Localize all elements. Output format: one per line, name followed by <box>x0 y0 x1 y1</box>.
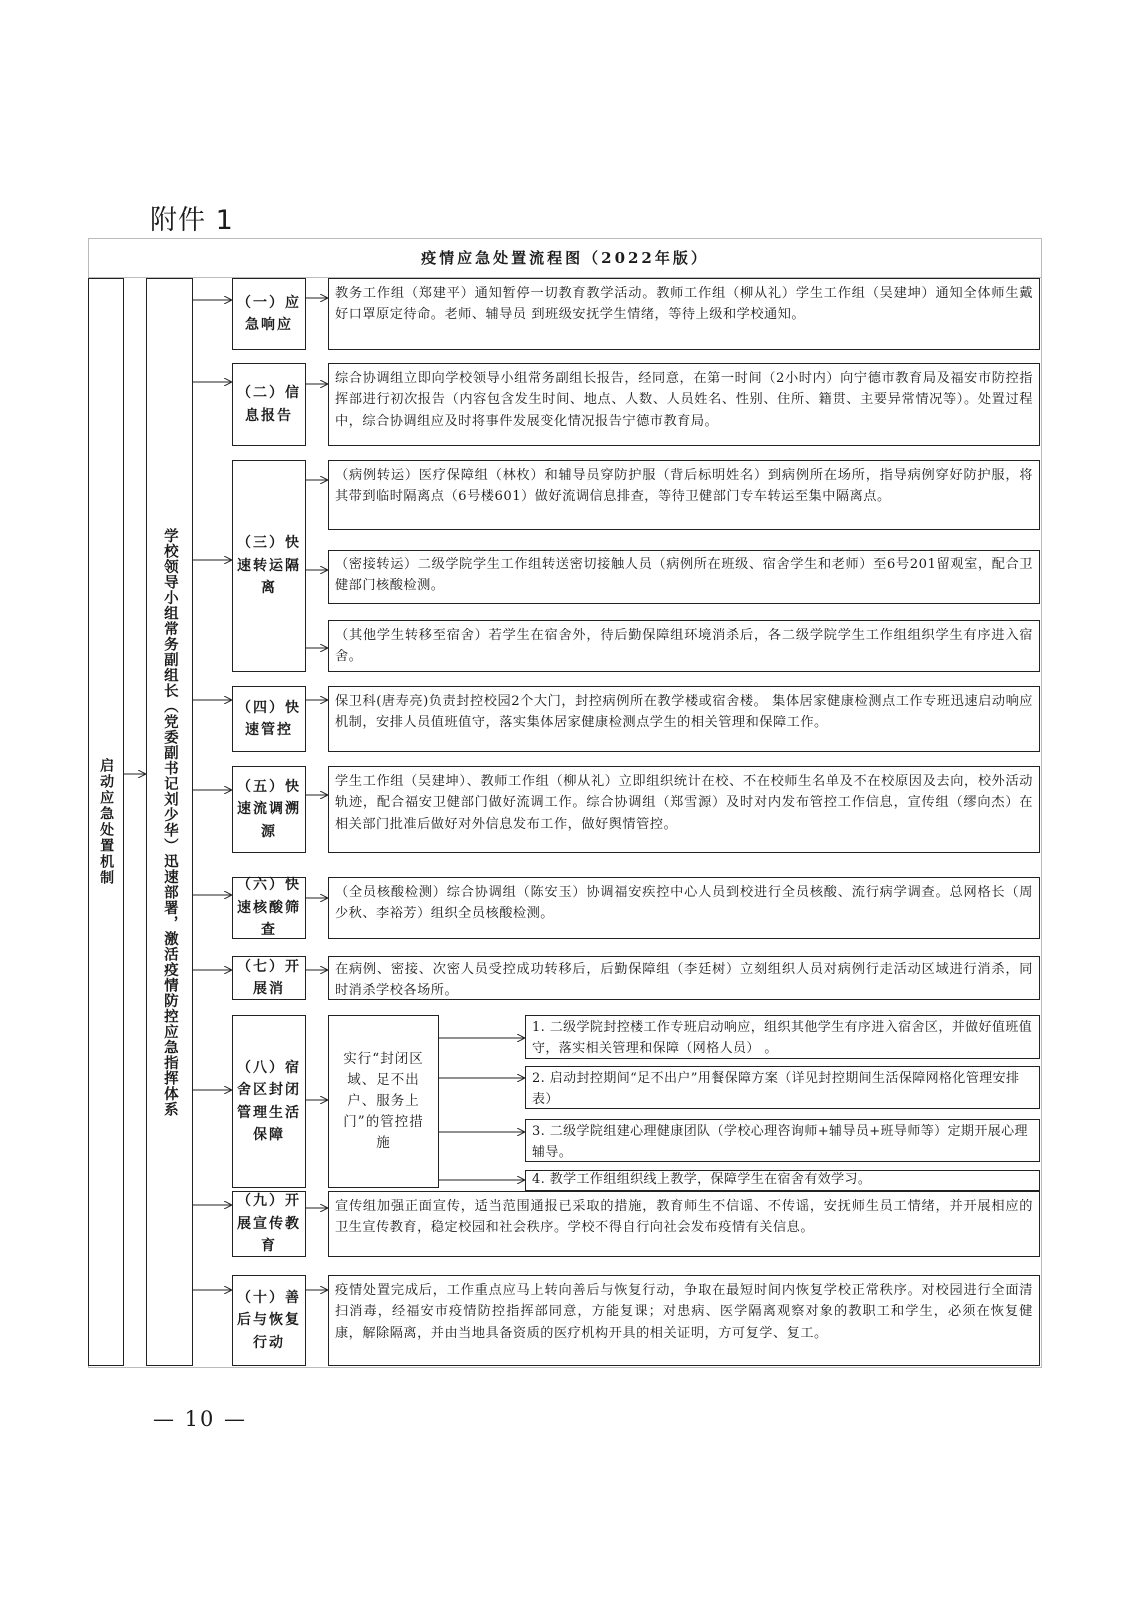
step-6-label: （六）快速核酸筛查 <box>232 877 306 939</box>
step-1-detail: 教务工作组（郑建平）通知暂停一切教育教学活动。教师工作组（柳从礼）学生工作组（吴建坤）通知全体师生戴好口罩原定待命。老师、辅导员 到班级安抚学生情绪，等待上级和学校通知。 <box>328 278 1040 350</box>
step-5-label: （五）快速流调溯源 <box>232 766 306 853</box>
step-8-sub-4: 4. 教学工作组组织线上教学，保障学生在宿舍有效学习。 <box>525 1170 1040 1191</box>
step-3-detail-3: （其他学生转移至宿舍）若学生在宿舍外，待后勤保障组环境消杀后，各二级学院学生工作组组织学生有序进入宿舍。 <box>328 620 1040 672</box>
step-3-label: （三）快速转运隔离 <box>232 460 306 672</box>
step-8-sub-2: 2. 启动封控期间“足不出户”用餐保障方案（详见封控期间生活保障网格化管理安排表） <box>525 1066 1040 1109</box>
step-4-label: （四）快速管控 <box>232 686 306 752</box>
step-3-detail-2: （密接转运）二级学院学生工作组转送密切接触人员（病例所在班级、宿舍学生和老师）至6号201留观室，配合卫健部门核酸检测。 <box>328 550 1040 604</box>
step-7-detail: 在病例、密接、次密人员受控成功转移后，后勤保障组（李廷树）立刻组织人员对病例行走活动区域进行消杀，同时消杀学校各场所。 <box>328 956 1040 1000</box>
step-2-label: （二）信息报告 <box>232 363 306 446</box>
step-1-label: （一）应急响应 <box>232 278 306 350</box>
step-9-detail: 宣传组加强正面宣传，适当范围通报已采取的措施，教育师生不信谣、不传谣，安抚师生员工情绪，并开展相应的卫生宣传教育，稳定校园和社会秩序。学校不得自行向社会发布疫情有关信息。 <box>328 1191 1040 1257</box>
commander-node-label: 学校领导小组常务副组长（党委副书记刘少华）迅速部署，激活疫情防控应急指挥体系 <box>161 527 179 1117</box>
step-5-detail: 学生工作组（吴建坤）、教师工作组（柳从礼）立即组织统计在校、不在校师生名单及不在校原因及去向，校外活动轨迹，配合福安卫健部门做好流调工作。综合协调组（郑雪源）及时对内发布管控工作信息，宣传组（缪向杰）在相关部门批准后做好对外信息发布工作，做好舆情管控。 <box>328 766 1040 853</box>
step-4-detail: 保卫科(唐寿亮)负责封控校园2个大门，封控病例所在教学楼或宿舍楼。 集体居家健康检测点工作专班迅速启动响应机制，安排人员值班值守，落实集体居家健康检测点学生的相关管理和保障工作。 <box>328 686 1040 752</box>
step-10-detail: 疫情处置完成后，工作重点应马上转向善后与恢复行动，争取在最短时间内恢复学校正常秩序。对校园进行全面清扫消毒，经福安市疫情防控指挥部同意，方能复课；对患病、医学隔离观察对象的教职工和学生，必须在恢复健康，解除隔离，并由当地具备资质的医疗机构开具的相关证明，方可复学、复工。 <box>328 1275 1040 1366</box>
step-10-label: （十）善后与恢复行动 <box>232 1275 306 1366</box>
step-3-detail-1: （病例转运）医疗保障组（林枚）和辅导员穿防护服（背后标明姓名）到病例所在场所，指导病例穿好防护服，将其带到临时隔离点（6号楼601）做好流调信息排查，等待卫健部门专车转运至集中隔离点。 <box>328 460 1040 530</box>
step-8-sub-3: 3. 二级学院组建心理健康团队（学校心理咨询师+辅导员+班导师等）定期开展心理辅导。 <box>525 1119 1040 1162</box>
step-9-label: （九）开展宣传教育 <box>232 1191 306 1257</box>
attachment-label: 附件 1 <box>150 205 234 236</box>
step-7-label: （七）开展消 <box>232 956 306 1000</box>
step-8-measure: 实行“封闭区域、足不出户、服务上门”的管控措施 <box>328 1015 439 1188</box>
step-8-sub-1: 1. 二级学院封控楼工作专班启动响应，组织其他学生有序进入宿舍区，并做好值班值守，落实相关管理和保障（网格人员） 。 <box>525 1015 1040 1059</box>
step-8-label: （八）宿舍区封闭管理生活保障 <box>232 1015 306 1188</box>
page-number: — 10 — <box>152 1407 248 1431</box>
step-2-detail: 综合协调组立即向学校领导小组常务副组长报告，经同意，在第一时间（2小时内）向宁德市教育局及福安市防控指挥部进行初次报告（内容包含发生时间、地点、人数、人员姓名、性别、住所、籍贯、主要异常情况等）。处置过程中，综合协调组应及时将事件发展变化情况报告宁德市教育局。 <box>328 363 1040 446</box>
step-6-detail: （全员核酸检测）综合协调组（陈安玉）协调福安疾控中心人员到校进行全员核酸、流行病学调查。总网格长（周少秋、李裕芳）组织全员核酸检测。 <box>328 877 1040 939</box>
root-node-label: 启动应急处置机制 <box>98 758 115 886</box>
flowchart-title: 疫情应急处置流程图（2022年版） <box>88 238 1042 278</box>
